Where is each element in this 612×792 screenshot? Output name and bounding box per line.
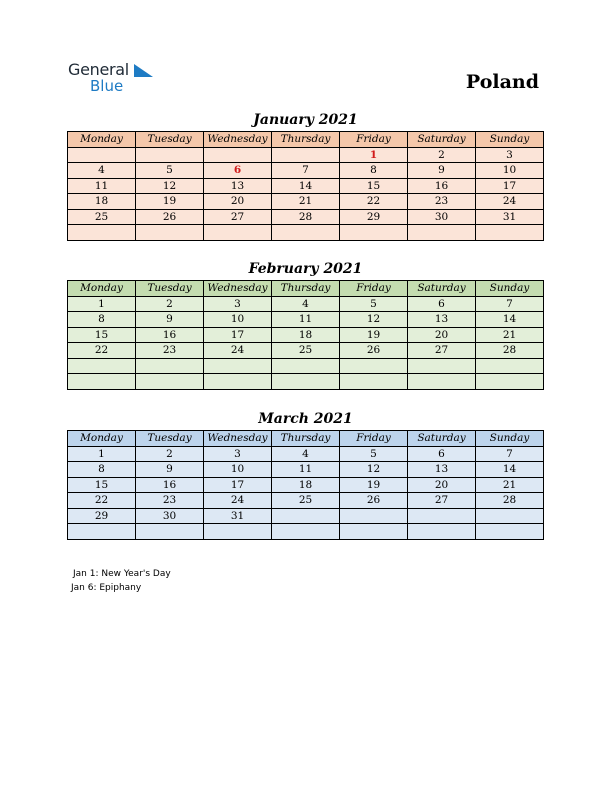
week-row xyxy=(68,343,544,359)
month-january xyxy=(67,111,544,241)
day-cell: 22 xyxy=(340,194,408,210)
day-cell: 24 xyxy=(204,343,272,359)
day-cell xyxy=(340,524,408,540)
month-title: February 2021 xyxy=(248,261,363,277)
day-cell: 1 xyxy=(68,446,136,462)
day-cell: 3 xyxy=(204,296,272,312)
day-cell xyxy=(136,147,204,163)
day-cell xyxy=(204,524,272,540)
day-cell: 14 xyxy=(272,178,340,194)
week-row xyxy=(68,209,544,225)
day-cell: 17 xyxy=(204,327,272,343)
day-cell: 7 xyxy=(476,446,544,462)
week-row xyxy=(68,312,544,328)
day-cell: 3 xyxy=(204,446,272,462)
day-cell: 10 xyxy=(204,462,272,478)
day-cell xyxy=(68,524,136,540)
month-title: January 2021 xyxy=(253,112,358,128)
day-cell: 8 xyxy=(68,312,136,328)
day-cell: 5 xyxy=(340,446,408,462)
day-cell xyxy=(272,374,340,390)
day-cell xyxy=(68,225,136,241)
day-cell: 17 xyxy=(204,477,272,493)
day-cell: 30 xyxy=(136,508,204,524)
weekday-header: Monday xyxy=(68,132,136,148)
week-row xyxy=(68,358,544,374)
day-cell: 26 xyxy=(340,343,408,359)
day-cell: 1 xyxy=(340,147,408,163)
weekday-header: Thursday xyxy=(272,431,340,447)
week-row xyxy=(68,147,544,163)
week-row xyxy=(68,374,544,390)
day-cell: 2 xyxy=(408,147,476,163)
weekday-header: Wednesday xyxy=(204,281,272,297)
day-cell xyxy=(68,374,136,390)
day-cell: 20 xyxy=(408,327,476,343)
day-cell: 11 xyxy=(68,178,136,194)
day-cell: 31 xyxy=(476,209,544,225)
day-cell: 11 xyxy=(272,462,340,478)
weekday-header: Tuesday xyxy=(136,281,204,297)
day-cell xyxy=(408,508,476,524)
weekday-header-row xyxy=(68,281,544,297)
day-cell: 15 xyxy=(340,178,408,194)
day-cell xyxy=(408,225,476,241)
weekday-header: Wednesday xyxy=(204,431,272,447)
week-row xyxy=(68,327,544,343)
holiday-note: Jan 1: New Year's Day xyxy=(73,569,171,579)
day-cell: 19 xyxy=(136,194,204,210)
day-cell: 3 xyxy=(476,147,544,163)
day-cell xyxy=(136,524,204,540)
weekday-header: Saturday xyxy=(408,431,476,447)
day-cell: 12 xyxy=(136,178,204,194)
week-row xyxy=(68,446,544,462)
day-cell xyxy=(408,358,476,374)
day-cell xyxy=(68,147,136,163)
day-cell: 1 xyxy=(68,296,136,312)
country-title: Poland xyxy=(465,71,539,93)
day-cell: 9 xyxy=(136,312,204,328)
day-cell: 13 xyxy=(408,312,476,328)
day-cell: 27 xyxy=(204,209,272,225)
day-cell: 12 xyxy=(340,462,408,478)
day-cell: 6 xyxy=(408,296,476,312)
month-march xyxy=(67,410,544,540)
generalblue-logo xyxy=(68,60,168,100)
day-cell xyxy=(204,147,272,163)
day-cell: 19 xyxy=(340,477,408,493)
day-cell: 10 xyxy=(204,312,272,328)
day-cell: 4 xyxy=(68,163,136,179)
day-cell: 8 xyxy=(68,462,136,478)
week-row xyxy=(68,296,544,312)
day-cell: 28 xyxy=(476,493,544,509)
day-cell: 16 xyxy=(136,327,204,343)
day-cell xyxy=(272,225,340,241)
week-row xyxy=(68,508,544,524)
day-cell: 21 xyxy=(272,194,340,210)
logo-text-general: General xyxy=(68,60,129,79)
weekday-header: Tuesday xyxy=(136,132,204,148)
day-cell xyxy=(272,358,340,374)
weekday-header: Tuesday xyxy=(136,431,204,447)
day-cell: 17 xyxy=(476,178,544,194)
weekday-header: Friday xyxy=(340,132,408,148)
month-february xyxy=(67,260,544,390)
day-cell: 7 xyxy=(476,296,544,312)
weekday-header: Thursday xyxy=(272,132,340,148)
day-cell: 25 xyxy=(68,209,136,225)
day-cell: 21 xyxy=(476,327,544,343)
weekday-header: Friday xyxy=(340,431,408,447)
day-cell: 13 xyxy=(204,178,272,194)
weekday-header: Monday xyxy=(68,281,136,297)
month-title: March 2021 xyxy=(258,411,353,427)
week-row xyxy=(68,524,544,540)
day-cell: 22 xyxy=(68,493,136,509)
week-row xyxy=(68,163,544,179)
day-cell: 21 xyxy=(476,477,544,493)
day-cell: 15 xyxy=(68,477,136,493)
day-cell xyxy=(476,374,544,390)
day-cell xyxy=(408,374,476,390)
day-cell: 23 xyxy=(408,194,476,210)
day-cell: 4 xyxy=(272,446,340,462)
day-cell: 13 xyxy=(408,462,476,478)
day-cell: 26 xyxy=(136,209,204,225)
day-cell: 9 xyxy=(408,163,476,179)
day-cell xyxy=(340,508,408,524)
day-cell xyxy=(340,225,408,241)
day-cell: 14 xyxy=(476,312,544,328)
weekday-header: Monday xyxy=(68,431,136,447)
day-cell: 18 xyxy=(68,194,136,210)
day-cell xyxy=(136,225,204,241)
week-row xyxy=(68,194,544,210)
week-row xyxy=(68,477,544,493)
day-cell: 29 xyxy=(340,209,408,225)
day-cell: 25 xyxy=(272,493,340,509)
day-cell xyxy=(272,524,340,540)
weekday-header: Sunday xyxy=(476,281,544,297)
day-cell: 12 xyxy=(340,312,408,328)
day-cell: 27 xyxy=(408,343,476,359)
day-cell: 5 xyxy=(136,163,204,179)
day-cell: 22 xyxy=(68,343,136,359)
day-cell xyxy=(204,358,272,374)
day-cell: 19 xyxy=(340,327,408,343)
calendar-table xyxy=(67,430,544,540)
day-cell: 20 xyxy=(204,194,272,210)
day-cell xyxy=(408,524,476,540)
weekday-header: Sunday xyxy=(476,431,544,447)
day-cell xyxy=(272,147,340,163)
weekday-header: Sunday xyxy=(476,132,544,148)
day-cell: 28 xyxy=(476,343,544,359)
logo-text-blue: Blue xyxy=(90,77,124,95)
day-cell: 16 xyxy=(136,477,204,493)
weekday-header: Saturday xyxy=(408,281,476,297)
day-cell xyxy=(476,225,544,241)
day-cell: 2 xyxy=(136,296,204,312)
weekday-header: Saturday xyxy=(408,132,476,148)
day-cell: 29 xyxy=(68,508,136,524)
day-cell: 23 xyxy=(136,493,204,509)
day-cell xyxy=(204,374,272,390)
day-cell: 28 xyxy=(272,209,340,225)
weekday-header: Thursday xyxy=(272,281,340,297)
logo-triangle-icon xyxy=(134,64,154,78)
week-row xyxy=(68,493,544,509)
day-cell xyxy=(340,374,408,390)
weekday-header: Friday xyxy=(340,281,408,297)
day-cell: 10 xyxy=(476,163,544,179)
day-cell: 26 xyxy=(340,493,408,509)
day-cell: 8 xyxy=(340,163,408,179)
day-cell: 24 xyxy=(204,493,272,509)
day-cell: 23 xyxy=(136,343,204,359)
day-cell: 25 xyxy=(272,343,340,359)
day-cell xyxy=(476,358,544,374)
day-cell xyxy=(136,358,204,374)
day-cell: 6 xyxy=(204,163,272,179)
day-cell: 31 xyxy=(204,508,272,524)
day-cell: 16 xyxy=(408,178,476,194)
weekday-header-row xyxy=(68,132,544,148)
day-cell: 24 xyxy=(476,194,544,210)
day-cell: 6 xyxy=(408,446,476,462)
day-cell: 18 xyxy=(272,327,340,343)
day-cell xyxy=(340,358,408,374)
day-cell xyxy=(204,225,272,241)
day-cell: 11 xyxy=(272,312,340,328)
day-cell: 20 xyxy=(408,477,476,493)
day-cell: 2 xyxy=(136,446,204,462)
day-cell: 7 xyxy=(272,163,340,179)
day-cell: 27 xyxy=(408,493,476,509)
weekday-header-row xyxy=(68,431,544,447)
holiday-note: Jan 6: Epiphany xyxy=(71,582,142,593)
day-cell: 4 xyxy=(272,296,340,312)
weekday-header: Wednesday xyxy=(204,132,272,148)
day-cell xyxy=(272,508,340,524)
day-cell: 18 xyxy=(272,477,340,493)
calendar-table xyxy=(67,131,544,241)
holiday-notes xyxy=(73,568,171,595)
day-cell: 15 xyxy=(68,327,136,343)
calendar-table xyxy=(67,280,544,390)
week-row xyxy=(68,178,544,194)
day-cell: 9 xyxy=(136,462,204,478)
day-cell: 5 xyxy=(340,296,408,312)
day-cell xyxy=(476,524,544,540)
week-row xyxy=(68,225,544,241)
week-row xyxy=(68,462,544,478)
day-cell: 30 xyxy=(408,209,476,225)
day-cell: 14 xyxy=(476,462,544,478)
day-cell xyxy=(476,508,544,524)
day-cell xyxy=(136,374,204,390)
day-cell xyxy=(68,358,136,374)
